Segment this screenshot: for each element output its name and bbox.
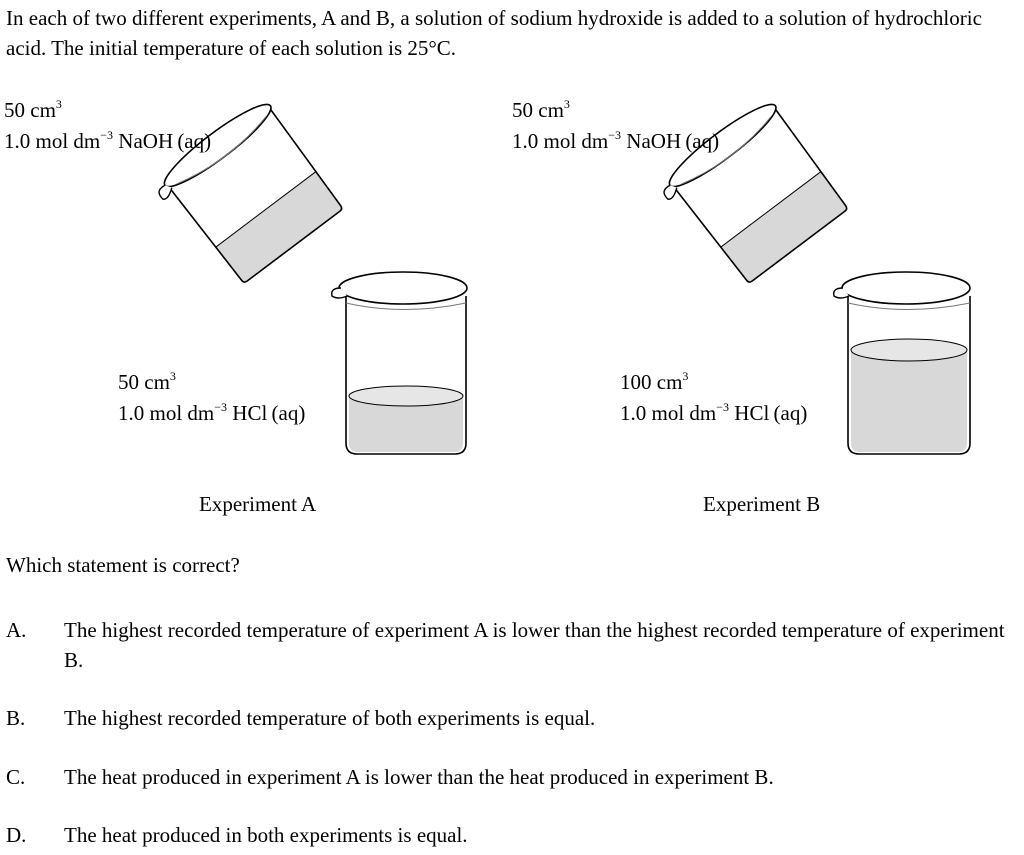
naoh-concentration-a: 1.0 mol $dm^{-3}$ NaOH (aq) — [4, 128, 212, 153]
naoh-volume-a: 50 $cm^3$ — [4, 97, 62, 122]
option-c-letter: C. — [6, 765, 26, 789]
naoh-concentration-b: 1.0 mol $dm^{-3}$ NaOH (aq) — [512, 128, 720, 153]
option-a-letter: A. — [6, 618, 27, 642]
caption-experiment-a: Experiment A — [199, 492, 317, 516]
option-d-text: The heat produced in both experiments is equal. — [64, 823, 468, 847]
hcl-volume-b: 100 $cm^3$ — [620, 369, 689, 394]
hcl-concentration-a: 1.0 mol $dm^{-3}$ HCl (aq) — [118, 400, 306, 425]
naoh-beaker-b — [654, 95, 851, 292]
option-a-text: The highest recorded temperature of experiment A is lower than the highest recorded temperature of experiment B. — [64, 618, 1005, 672]
option-b-text: The highest recorded temperature of both experiments is equal. — [64, 706, 596, 730]
option-c-text: The heat produced in experiment A is lower than the heat produced in experiment B. — [64, 765, 774, 789]
question-text: Which statement is correct? — [6, 553, 240, 577]
naoh-beaker-a — [149, 95, 346, 292]
hcl-beaker-b — [834, 272, 970, 454]
option-b-letter: B. — [6, 706, 26, 730]
hcl-volume-a: 50 $cm^3$ — [118, 369, 176, 394]
naoh-volume-b: 50 $cm^3$ — [512, 97, 570, 122]
hcl-concentration-b: 1.0 mol $dm^{-3}$ HCl (aq) — [620, 400, 808, 425]
intro-text: In each of two different experiments, A and B, a solution of sodium hydroxide is added to a solution of hydrochloric acid. The initial temperature of each solution is 25°C. — [6, 6, 982, 60]
caption-experiment-b: Experiment B — [703, 492, 821, 516]
option-d-letter: D. — [6, 823, 27, 847]
hcl-beaker-a — [332, 272, 467, 454]
